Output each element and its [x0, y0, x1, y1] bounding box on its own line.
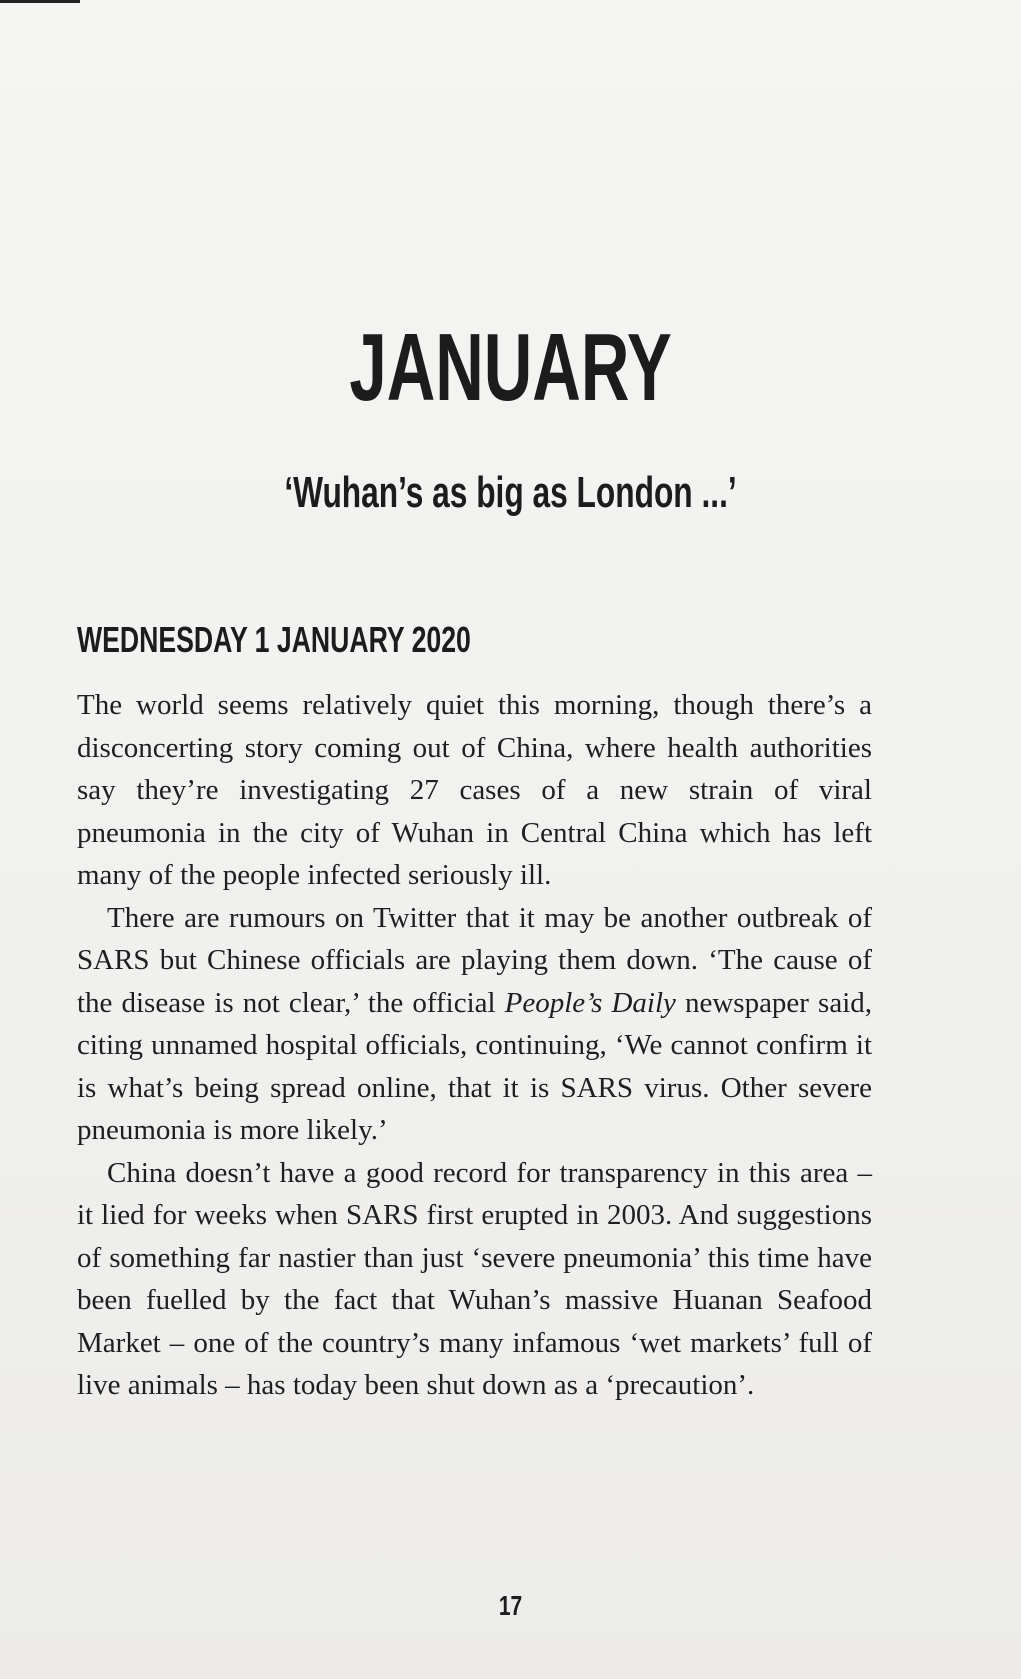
entry-body	[77, 684, 872, 1407]
chapter-title: JANUARY	[349, 314, 672, 421]
paragraph-text: There are rumours on Twitter that it may be another outbreak of SARS but Chinese officials are playing them down. ‘The cause of the disease is not clear,’ the official	[77, 901, 872, 1019]
paragraph: China doesn’t have a good record for transparency in this area – it lied for weeks when SARS first erupted in 2003. And suggestions of something far nastier than just ‘severe pneumonia’ this time have been fuelled by the fact that Wuhan’s massive Huanan Seafood Market – one of the country’s many infamous ‘wet markets’ full of live animals – has today been shut down as a ‘precaution’.	[77, 1156, 872, 1401]
paragraph	[77, 897, 872, 1152]
chapter-subtitle: ‘Wuhan’s as big as London ...’	[284, 468, 737, 517]
paragraph-text: newspaper said, citing unnamed hospital officials, continuing, ‘We cannot confirm it is what’s being spread online, that it is SARS virus. Other severe pneumonia is more likely.’	[77, 986, 873, 1146]
entry-date-heading: WEDNESDAY 1 JANUARY 2020	[77, 619, 471, 660]
page-edge-shadow	[0, 0, 80, 3]
paragraph: The world seems relatively quiet this morning, though there’s a disconcerting story coming out of China, where health authorities say they’re investigating 27 cases of a new strain of viral pneumonia in the city of Wuhan in Central China which has left many of the people infected seriously ill.	[77, 689, 872, 891]
page-number: 17	[498, 1590, 523, 1621]
newspaper-title: People’s Daily	[504, 986, 676, 1019]
